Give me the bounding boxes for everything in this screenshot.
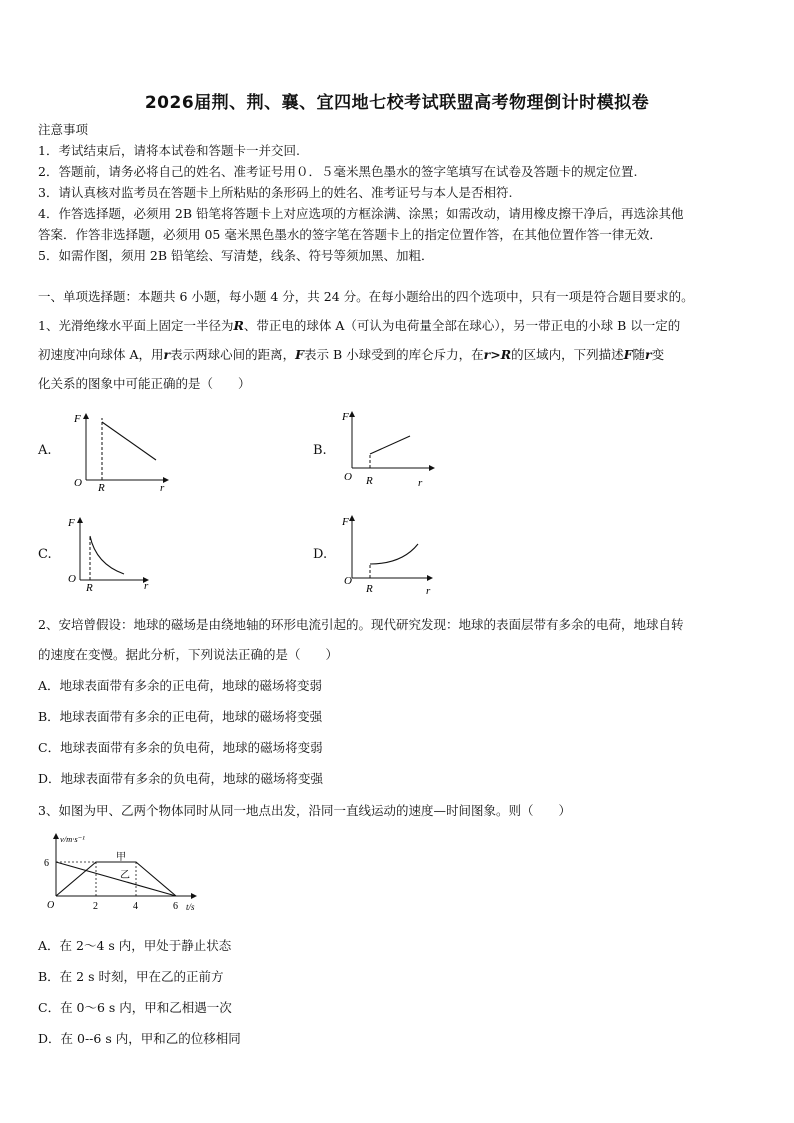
notes-item-3: 3．请认真核对监考员在答题卡上所粘贴的条形码上的姓名、准考证号与本人是否相符. (38, 185, 513, 200)
axis-origin: O (47, 900, 55, 911)
q1-graph-c (62, 512, 162, 592)
axis-mark-r: R (366, 583, 373, 595)
section-heading: 一、单项选择题：本题共 6 小题，每小题 4 分，共 24 分。在每小题给出的四个选项中，只有一项是符合题目要求的。 (38, 289, 694, 304)
series-label-jia: 甲 (116, 852, 126, 863)
q1-text: 初速度冲向球体 A，用 (38, 347, 164, 362)
xtick-label: 2 (93, 901, 98, 912)
curve (102, 422, 156, 460)
axis-origin: O (68, 573, 76, 585)
q2-option-d[interactable]: D．地球表面带有多余的负电荷，地球的磁场将变强 (38, 771, 324, 786)
q2-option-b[interactable]: B．地球表面带有多余的正电荷，地球的磁场将变强 (38, 709, 323, 724)
x-axis-label: t/s (186, 902, 195, 912)
q1-line-1 (38, 316, 680, 334)
axis-mark-r: R (366, 475, 373, 487)
q1-condition: r>R (483, 347, 512, 362)
y-axis-label: v/m·s⁻¹ (60, 834, 85, 844)
curve (90, 536, 124, 574)
axis-mark-r: R (98, 482, 105, 492)
axis-label-f: F (342, 516, 349, 528)
q1-text: 随 (632, 347, 645, 362)
q1-text: 表示 B 小球受到的库仑斥力，在 (304, 347, 484, 362)
q1-text: 、带正电的球体 A（可认为电荷量全部在球心），另一带正电的小球 B 以一定的 (243, 318, 681, 333)
axis-origin: O (344, 471, 352, 483)
q3-option-a[interactable]: A．在 2～4 s 内，甲处于静止状态 (38, 938, 232, 953)
q1-graph-b (332, 408, 444, 492)
axis-label-f: F (68, 517, 75, 529)
axis-label-f: F (74, 413, 81, 425)
page-title: 2026届荆、荆、襄、宜四地七校考试联盟高考物理倒计时模拟卷 (144, 93, 650, 113)
series-line-yi (56, 862, 176, 896)
q1-var-R: R (233, 318, 244, 333)
q3-option-d[interactable]: D．在 0--6 s 内，甲和乙的位移相同 (38, 1031, 241, 1046)
q1-option-b-label: B. (313, 443, 327, 458)
q2-line-2: 的速度在变慢。据此分析，下列说法正确的是（ ） (38, 647, 339, 662)
q1-var-r: r (645, 347, 652, 362)
notes-item-4-cont: 答案．作答非选择题，必须用 05 毫米黑色墨水的签字笔在答题卡上的指定位置作答，在其他位置作答一律无效． (38, 227, 662, 242)
q1-line-3: 化关系的图象中可能正确的是（ ） (38, 376, 251, 391)
q3-option-b[interactable]: B．在 2 s 时刻，甲在乙的正前方 (38, 969, 224, 984)
q2-option-c[interactable]: C．地球表面带有多余的负电荷，地球的磁场将变弱 (38, 740, 323, 755)
axis-label-r: r (418, 477, 423, 489)
axis-label-r: r (426, 585, 431, 596)
q1-var-F: F (295, 347, 304, 362)
series-label-yi: 乙 (120, 870, 130, 881)
q1-option-c-label: C. (38, 547, 52, 562)
q3-option-c[interactable]: C．在 0～6 s 内，甲和乙相遇一次 (38, 1000, 232, 1015)
q3-vt-graph (36, 830, 206, 918)
q2-option-a[interactable]: A．地球表面带有多余的正电荷，地球的磁场将变弱 (38, 678, 323, 693)
axis-origin: O (344, 575, 352, 587)
notes-item-2: 2．答题前，请务必将自己的姓名、准考证号用０．５毫米黑色墨水的签字笔填写在试卷及答题卡的规定位置. (38, 164, 638, 179)
q1-text: 的区域内，下列描述 (511, 347, 624, 362)
axis-label-r: r (160, 482, 165, 492)
q1-text: 变 (651, 347, 665, 362)
q1-option-d-label: D. (313, 547, 328, 562)
curve (370, 436, 410, 454)
ytick-label: 6 (44, 858, 49, 869)
q1-var-r: r (163, 347, 171, 362)
q1-text: 表示两球心间的距离， (170, 347, 296, 362)
notes-item-5: 5．如需作图，须用 2B 铅笔绘、写清楚，线条、符号等须加黑、加粗． (38, 248, 434, 263)
notes-heading: 注意事项 (38, 122, 89, 137)
axis-origin: O (74, 477, 82, 489)
notes-item-4: 4．作答选择题，必须用 2B 铅笔将答题卡上对应选项的方框涂满、涂黑；如需改动，请用橡皮擦干净后，再选涂其他 (38, 206, 684, 221)
q3-line-1: 3、如图为甲、乙两个物体同时从同一地点出发，沿同一直线运动的速度—时间图象。则（ ） (38, 803, 571, 818)
q1-graph-d (332, 512, 442, 596)
q1-option-a-label: A. (38, 443, 52, 458)
axis-label-f: F (342, 411, 349, 423)
axis-mark-r: R (86, 582, 93, 592)
xtick-label: 6 (173, 901, 178, 912)
xtick-label: 4 (133, 901, 138, 912)
notes-item-1: 1．考试结束后，请将本试卷和答题卡一并交回. (38, 143, 300, 158)
q2-line-1: 2、安培曾假设：地球的磁场是由绕地轴的环形电流引起的。现代研究发现：地球的表面层带有多余的电荷，地球自转 (38, 617, 684, 632)
axis-label-r: r (144, 580, 149, 592)
curve (370, 544, 418, 564)
q1-line-2 (38, 345, 664, 363)
q1-text: 1、光滑绝缘水平面上固定一半径为 (38, 318, 234, 333)
q1-graph-a (64, 408, 176, 492)
q1-var-F: F (623, 347, 633, 362)
